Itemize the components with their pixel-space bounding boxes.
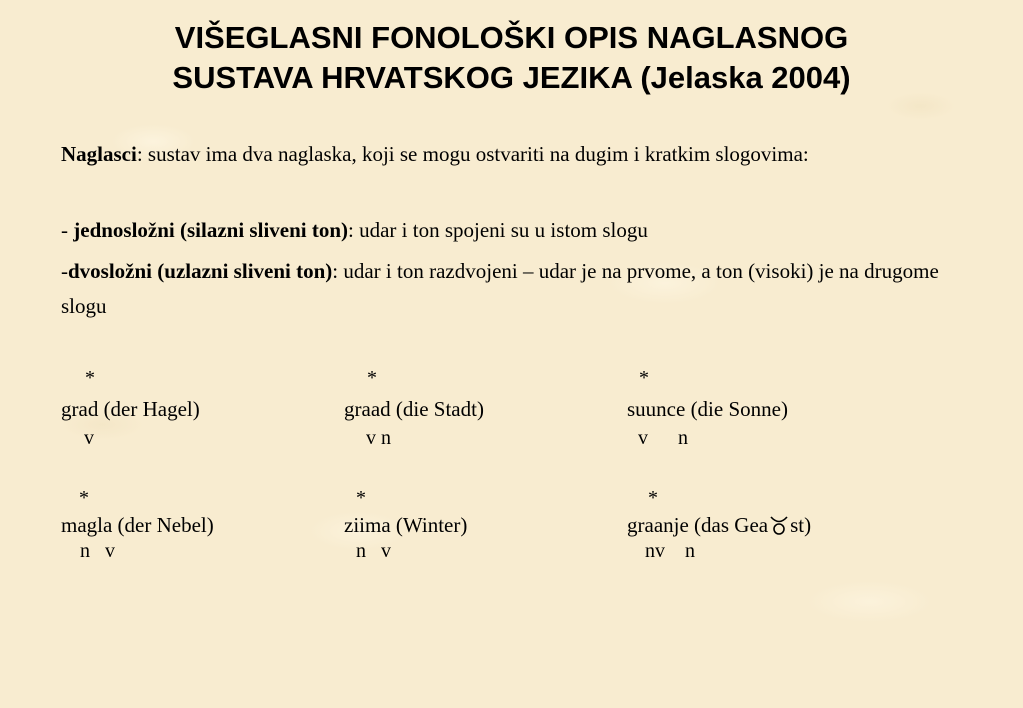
item2-text: : udar i ton razdvojeni – udar je na prvome, a ton (visoki) je na drugome slogu bbox=[61, 259, 939, 318]
example-2-marks: v n bbox=[366, 427, 391, 449]
example-4-marks: n v bbox=[80, 540, 115, 562]
example-6-word bbox=[627, 513, 811, 537]
example-1-star: * bbox=[85, 367, 95, 389]
example-3-marks: v n bbox=[638, 427, 688, 449]
example-5-marks: n v bbox=[356, 540, 391, 562]
example-3-word: suunce (die Sonne) bbox=[627, 397, 788, 421]
example-1-word: grad (der Hagel) bbox=[61, 397, 200, 421]
accent-item-2 bbox=[61, 254, 961, 324]
item1-prefix: - bbox=[61, 218, 74, 242]
item1-term: jednosložni (silazni sliveni ton) bbox=[73, 218, 349, 242]
intro-term: Naglasci bbox=[61, 142, 137, 166]
example-4-word: magla (der Nebel) bbox=[61, 513, 214, 537]
example-3-star: * bbox=[639, 367, 649, 389]
intro-paragraph bbox=[61, 137, 961, 172]
item2-prefix: - bbox=[61, 259, 68, 283]
slide-title bbox=[0, 18, 1023, 98]
title-line-2: SUSTAVA HRVATSKOG JEZIKA (Jelaska 2004) bbox=[172, 60, 851, 95]
item2-term: dvosložni (uzlazni sliveni ton) bbox=[68, 259, 333, 283]
example-2-word: graad (die Stadt) bbox=[344, 397, 484, 421]
accent-item-1 bbox=[61, 213, 961, 248]
example-6-word-end: st) bbox=[790, 513, 812, 537]
example-5-word: ziima (Winter) bbox=[344, 513, 468, 537]
example-6-star: * bbox=[648, 487, 658, 509]
item1-text: : udar i ton spojeni su u istom slogu bbox=[348, 218, 648, 242]
missing-glyph-icon bbox=[768, 514, 790, 536]
example-6-marks: nv n bbox=[645, 540, 695, 562]
example-6-word-start: graanje (das Gea bbox=[627, 513, 769, 537]
example-2-star: * bbox=[367, 367, 377, 389]
example-5-star: * bbox=[356, 487, 366, 509]
example-4-star: * bbox=[79, 487, 89, 509]
title-line-1: VIŠEGLASNI FONOLOŠKI OPIS NAGLASNOG bbox=[174, 20, 849, 55]
intro-text: : sustav ima dva naglaska, koji se mogu ostvariti na dugim i kratkim slogovima: bbox=[136, 142, 809, 166]
example-1-marks: v bbox=[84, 427, 94, 449]
